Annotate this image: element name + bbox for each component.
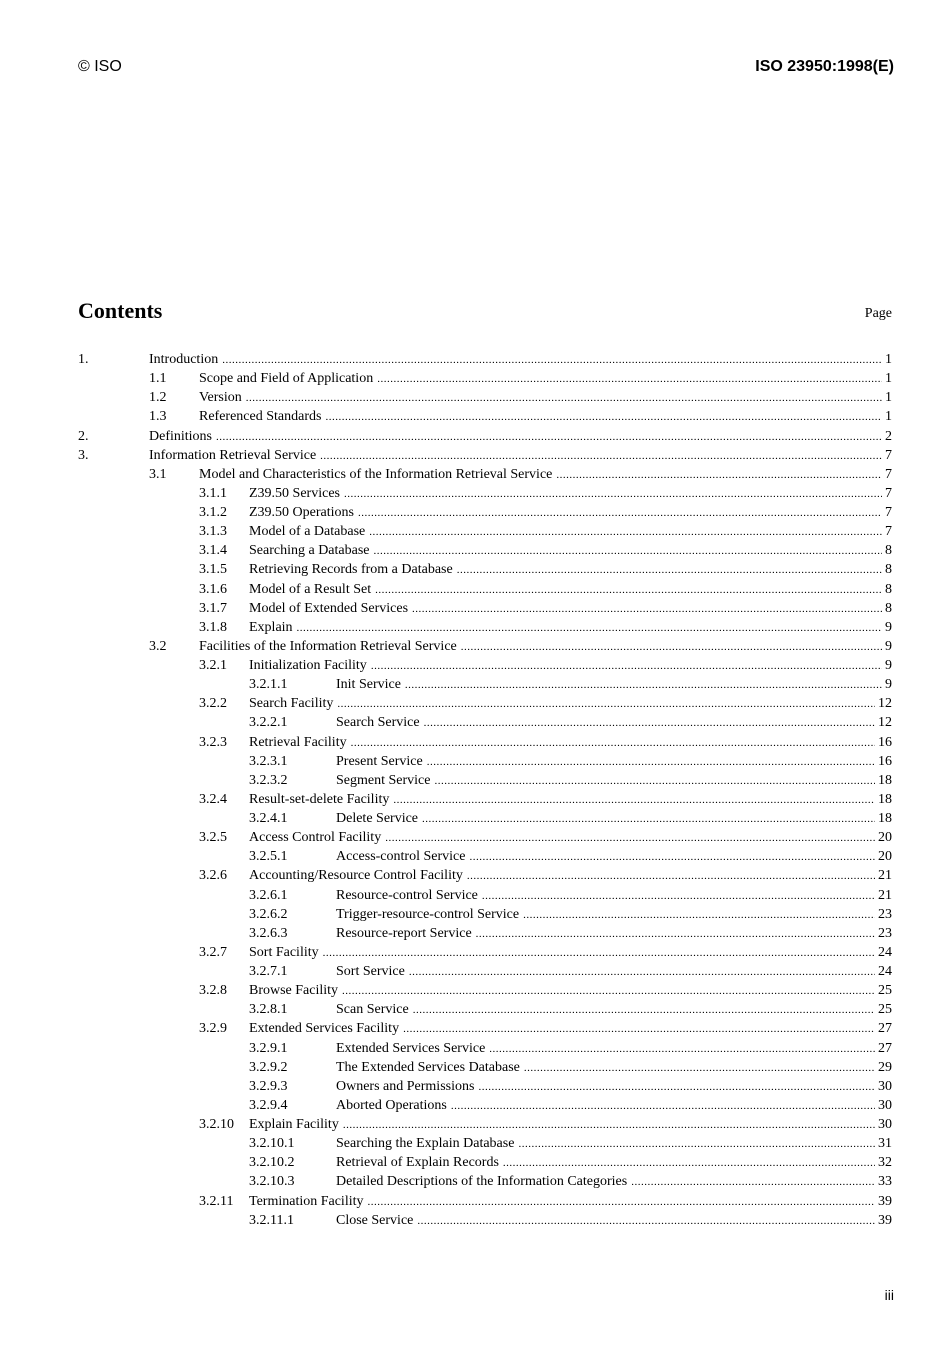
toc-entry[interactable] [78, 790, 892, 809]
toc-entry-page: 8 [885, 600, 892, 616]
toc-entry-page: 1 [885, 390, 892, 406]
toc-entry-title: Model of Extended Services [249, 600, 409, 616]
toc-entry[interactable] [78, 962, 892, 981]
contents-title: Contents [78, 298, 163, 323]
toc-entry[interactable] [78, 1115, 892, 1134]
toc-entry-page: 27 [878, 1040, 892, 1056]
toc-entry-title: Definitions [149, 428, 212, 444]
dot-leader [457, 561, 882, 580]
page-column-label: Page [864, 306, 892, 321]
dot-leader [422, 810, 875, 829]
dot-leader [385, 829, 875, 848]
toc-entry[interactable] [78, 981, 892, 1000]
dot-leader [216, 428, 882, 447]
toc-entry[interactable] [78, 1058, 892, 1077]
dot-leader [342, 982, 875, 1001]
dot-leader [631, 1173, 875, 1192]
toc-entry-title: Model and Characteristics of the Information Retrieval Service [199, 466, 553, 482]
toc-entry-number: 3.2.3 [199, 734, 227, 750]
toc-entry-title: Access-control Service [336, 849, 466, 865]
toc-entry[interactable] [78, 847, 892, 866]
dot-leader [246, 389, 882, 408]
toc-entry-page: 30 [878, 1078, 892, 1094]
toc-entry-page: 30 [878, 1097, 892, 1113]
dot-leader [412, 600, 882, 619]
dot-leader [325, 408, 882, 427]
toc-entry-number: 3.2.5.1 [249, 849, 288, 865]
toc-entry-title: Segment Service [336, 772, 431, 788]
toc-entry-page: 8 [885, 543, 892, 559]
toc-entry-title: Scope and Field of Application [199, 371, 374, 387]
toc-entry-number: 3.2.7.1 [249, 964, 288, 979]
toc-entry-page: 9 [885, 677, 892, 693]
toc-entry[interactable] [78, 369, 892, 388]
toc-entry-number: 3.2.11 [199, 1193, 234, 1209]
toc-entry-title: Termination Facility [249, 1193, 364, 1209]
toc-entry[interactable] [78, 694, 892, 713]
toc-entry-title: Scan Service [336, 1002, 409, 1018]
toc-entry-page: 39 [878, 1193, 892, 1209]
toc-entry[interactable] [78, 407, 892, 426]
toc-entry-title: Model of a Database [249, 524, 366, 540]
dot-leader [451, 1097, 875, 1116]
dot-leader [524, 1059, 875, 1078]
dot-leader [476, 925, 875, 944]
toc-entry-number: 3. [78, 447, 89, 463]
toc-entry[interactable] [78, 446, 892, 465]
toc-entry-number: 3.1.2 [199, 505, 227, 520]
toc-entry-title: Initialization Facility [249, 658, 367, 673]
toc-entry-title: Facilities of the Information Retrieval Service [199, 638, 457, 654]
toc-entry-page: 23 [878, 906, 892, 922]
toc-entry-number: 1.1 [149, 371, 167, 387]
toc-entry-page: 33 [878, 1174, 892, 1190]
toc-entry-page: 20 [878, 849, 892, 865]
dot-leader [409, 963, 875, 982]
toc-entry[interactable] [78, 828, 892, 847]
toc-entry-number: 3.2.9.4 [249, 1097, 288, 1113]
toc-entry-page: 9 [885, 658, 892, 673]
toc-entry-title: Result-set-delete Facility [249, 791, 390, 807]
dot-leader [337, 695, 875, 714]
toc-entry-title: Search Facility [249, 696, 334, 712]
toc-entry-number: 3.2.4.1 [249, 811, 288, 826]
toc-entry-page: 18 [878, 791, 892, 807]
toc-entry-number: 3.1.5 [199, 562, 227, 578]
toc-entry[interactable] [78, 656, 892, 675]
toc-entry-page: 31 [878, 1136, 892, 1152]
toc-entry-number: 3.2.1 [199, 658, 227, 673]
toc-entry-page: 32 [878, 1155, 892, 1171]
toc-entry-title: Sort Service [336, 964, 405, 979]
toc-entry-title: Searching a Database [249, 543, 370, 559]
dot-leader [417, 1212, 875, 1231]
toc-entry-title: Information Retrieval Service [149, 447, 317, 463]
toc-entry-title: Search Service [336, 715, 420, 731]
toc-entry-page: 25 [878, 983, 892, 999]
toc-entry-number: 3.1.3 [199, 524, 227, 540]
toc-entry[interactable] [78, 943, 892, 962]
dot-leader [503, 1154, 875, 1173]
toc-entry-page: 21 [878, 887, 892, 903]
toc-entry-page: 8 [885, 581, 892, 597]
toc-entry[interactable] [78, 541, 892, 560]
toc-entry-title: Version [199, 390, 242, 406]
toc-entry-number: 3.1.6 [199, 581, 227, 597]
toc-entry-page: 7 [885, 447, 892, 463]
toc-entry-page: 16 [878, 734, 892, 750]
toc-entry-number: 3.2.3.1 [249, 753, 288, 769]
toc-entry-title: Trigger-resource-control Service [336, 906, 520, 922]
toc-entry-number: 3.1.1 [199, 485, 227, 501]
toc-entry-number: 3.2.6.1 [249, 887, 288, 903]
dot-leader [323, 944, 875, 963]
toc-entry-page: 8 [885, 562, 892, 578]
toc-entry-title: Delete Service [336, 811, 419, 826]
toc-entry-page: 1 [885, 409, 892, 425]
toc-entry-number: 3.2.4 [199, 791, 227, 807]
toc-entry-number: 1. [78, 352, 89, 367]
dot-leader [424, 714, 875, 733]
toc-entry[interactable] [78, 350, 892, 369]
toc-entry-page: 20 [878, 830, 892, 846]
dot-leader [375, 581, 882, 600]
toc-entry-title: Resource-control Service [336, 887, 478, 903]
toc-entry[interactable] [78, 886, 892, 905]
toc-entry-number: 3.2.9 [199, 1021, 227, 1037]
toc-entry[interactable] [78, 733, 892, 752]
toc-entry-title: Referenced Standards [199, 409, 322, 425]
toc-entry-title: Z39.50 Operations [249, 505, 354, 520]
toc-entry[interactable] [78, 752, 892, 771]
dot-leader [377, 370, 882, 389]
toc-entry-title: Sort Facility [249, 944, 319, 960]
dot-leader [374, 542, 883, 561]
dot-leader [297, 619, 882, 638]
dot-leader [427, 753, 875, 772]
toc-entry-number: 3.2.9.2 [249, 1059, 288, 1075]
toc-entry-title: Retrieving Records from a Database [249, 562, 453, 578]
toc-entry-title: Introduction [149, 352, 219, 367]
toc-entry-title: Resource-report Service [336, 925, 472, 941]
toc-entry-title: Access Control Facility [249, 830, 382, 846]
toc-entry-page: 7 [885, 485, 892, 501]
toc-entry[interactable] [78, 924, 892, 943]
dot-leader [523, 906, 875, 925]
toc-entry-number: 3.2.2 [199, 696, 227, 712]
toc-entry[interactable] [78, 484, 892, 503]
toc-entry-page: 24 [878, 964, 892, 979]
toc-entry-number: 3.2 [149, 638, 167, 654]
toc-entry-title: Z39.50 Services [249, 485, 340, 501]
toc-entry[interactable] [78, 1172, 892, 1191]
toc-entry-number: 3.1.8 [199, 619, 227, 635]
toc-entry[interactable] [78, 1211, 892, 1230]
toc-entry[interactable] [78, 866, 892, 885]
dot-leader [461, 638, 882, 657]
toc-entry-page: 1 [885, 371, 892, 387]
toc-entry[interactable] [78, 1153, 892, 1172]
toc-entry-number: 3.2.3.2 [249, 772, 288, 788]
page-number: iii [884, 1287, 894, 1303]
dot-leader [368, 1193, 876, 1212]
toc-entry[interactable] [78, 1077, 892, 1096]
dot-leader [369, 523, 882, 542]
toc-entry-title: Aborted Operations [336, 1097, 447, 1113]
toc-entry-page: 7 [885, 466, 892, 482]
dot-leader [351, 734, 875, 753]
toc-entry-page: 23 [878, 925, 892, 941]
dot-leader [482, 887, 875, 906]
toc-entry-number: 3.2.1.1 [249, 677, 288, 693]
toc-entry-number: 3.2.11.1 [249, 1212, 294, 1228]
toc-entry-number: 3.1.7 [199, 600, 227, 616]
toc-entry[interactable] [78, 809, 892, 828]
toc-entry-page: 25 [878, 1002, 892, 1018]
toc-entry-title: Owners and Permissions [336, 1078, 475, 1094]
toc-entry-page: 9 [885, 638, 892, 654]
toc-entry-page: 30 [878, 1117, 892, 1132]
toc-entry[interactable] [78, 675, 892, 694]
dot-leader [469, 848, 875, 867]
toc-entry-number: 1.2 [149, 390, 167, 406]
toc-entry-title: Browse Facility [249, 983, 339, 999]
table-of-contents [78, 350, 892, 1230]
toc-entry-title: Model of a Result Set [249, 581, 372, 597]
dot-leader [344, 485, 882, 504]
toc-entry[interactable] [78, 1134, 892, 1153]
toc-entry-title: Close Service [336, 1212, 414, 1228]
toc-entry-title: Extended Services Facility [249, 1021, 400, 1037]
toc-entry-number: 2. [78, 428, 89, 444]
toc-entry-page: 1 [885, 352, 892, 367]
toc-entry-number: 3.2.8 [199, 983, 227, 999]
dot-leader [343, 1116, 875, 1135]
toc-entry[interactable] [78, 618, 892, 637]
toc-entry-page: 9 [885, 619, 892, 635]
toc-entry-number: 3.2.6.3 [249, 925, 288, 941]
toc-entry-page: 2 [885, 428, 892, 444]
dot-leader [434, 772, 875, 791]
toc-entry-page: 29 [878, 1059, 892, 1075]
toc-entry-title: Extended Services Service [336, 1040, 486, 1056]
dot-leader [478, 1078, 875, 1097]
toc-entry-number: 3.2.9.1 [249, 1040, 288, 1056]
toc-entry[interactable] [78, 599, 892, 618]
toc-entry[interactable] [78, 771, 892, 790]
toc-entry-page: 24 [878, 944, 892, 960]
toc-entry-number: 3.2.10.3 [249, 1174, 295, 1190]
dot-leader [371, 657, 882, 676]
toc-entry-page: 7 [885, 505, 892, 520]
toc-entry-number: 3.1.4 [199, 543, 227, 559]
toc-entry[interactable] [78, 713, 892, 732]
toc-entry-title: Searching the Explain Database [336, 1136, 515, 1152]
dot-leader [467, 867, 875, 886]
toc-entry[interactable] [78, 427, 892, 446]
dot-leader [518, 1135, 875, 1154]
toc-entry-number: 3.1 [149, 466, 167, 482]
toc-entry-number: 3.2.2.1 [249, 715, 288, 731]
dot-leader [405, 676, 882, 695]
toc-entry-page: 27 [878, 1021, 892, 1037]
toc-entry-title: Retrieval Facility [249, 734, 347, 750]
toc-entry-number: 3.2.6.2 [249, 906, 288, 922]
toc-entry-page: 18 [878, 811, 892, 826]
toc-entry-number: 3.2.7 [199, 944, 227, 960]
dot-leader [393, 791, 875, 810]
toc-entry[interactable] [78, 1019, 892, 1038]
toc-entry-number: 3.2.10.2 [249, 1155, 295, 1171]
document-id-header: ISO 23950:1998(E) [755, 58, 894, 75]
toc-entry-title: Detailed Descriptions of the Information Categories [336, 1174, 628, 1190]
copyright-header: © ISO [78, 58, 122, 75]
toc-entry-number: 3.2.8.1 [249, 1002, 288, 1018]
toc-entry-number: 1.3 [149, 409, 167, 425]
toc-entry-page: 16 [878, 753, 892, 769]
toc-entry-title: Explain [249, 619, 293, 635]
toc-entry-title: The Extended Services Database [336, 1059, 520, 1075]
toc-entry[interactable] [78, 1192, 892, 1211]
dot-leader [358, 504, 882, 523]
toc-entry[interactable] [78, 465, 892, 484]
toc-entry-title: Init Service [336, 677, 401, 693]
toc-entry-number: 3.2.5 [199, 830, 227, 846]
toc-entry-page: 12 [878, 696, 892, 712]
toc-entry[interactable] [78, 388, 892, 407]
dot-leader [320, 447, 882, 466]
toc-entry[interactable] [78, 1000, 892, 1019]
toc-entry-title: Accounting/Resource Control Facility [249, 868, 463, 884]
toc-entry-title: Present Service [336, 753, 423, 769]
toc-entry-page: 39 [878, 1212, 892, 1228]
toc-entry-page: 12 [878, 715, 892, 731]
toc-entry-page: 21 [878, 868, 892, 884]
toc-entry[interactable] [78, 560, 892, 579]
toc-entry-title: Retrieval of Explain Records [336, 1155, 499, 1171]
toc-entry[interactable] [78, 580, 892, 599]
dot-leader [222, 351, 882, 370]
dot-leader [489, 1040, 875, 1059]
toc-entry[interactable] [78, 905, 892, 924]
toc-entry-number: 3.2.10 [199, 1117, 234, 1132]
dot-leader [403, 1020, 875, 1039]
toc-entry[interactable] [78, 522, 892, 541]
toc-entry-number: 3.2.9.3 [249, 1078, 288, 1094]
toc-entry[interactable] [78, 1096, 892, 1115]
toc-entry[interactable] [78, 637, 892, 656]
dot-leader [413, 1001, 875, 1020]
toc-entry-number: 3.2.6 [199, 868, 227, 884]
toc-entry-page: 18 [878, 772, 892, 788]
toc-entry[interactable] [78, 1039, 892, 1058]
toc-entry-title: Explain Facility [249, 1117, 339, 1132]
toc-entry[interactable] [78, 503, 892, 522]
toc-entry-page: 7 [885, 524, 892, 540]
toc-entry-number: 3.2.10.1 [249, 1136, 295, 1152]
dot-leader [556, 466, 882, 485]
